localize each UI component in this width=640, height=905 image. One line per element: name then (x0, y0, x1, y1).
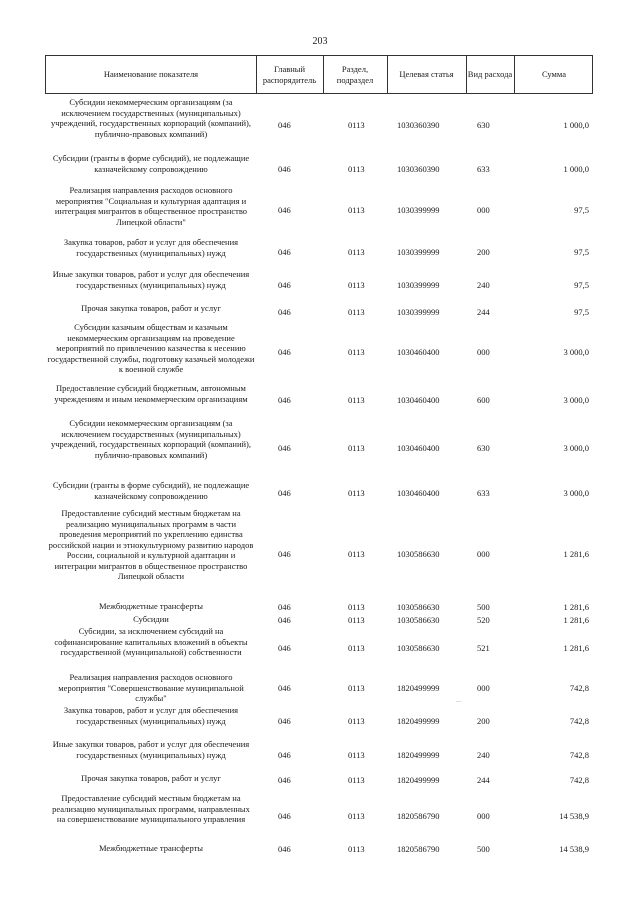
row-expense-type: 000 (477, 682, 490, 693)
row-section: 0113 (348, 601, 365, 612)
row-section: 0113 (348, 163, 365, 174)
row-name: Предоставление субсидий бюджетным, автономным учреждениям и иным некоммерческим организациям (54, 383, 248, 404)
header-type: Вид расхода (467, 69, 513, 80)
row-expense-type: 500 (477, 843, 490, 854)
row-target: 1030360390 (397, 119, 440, 130)
row-manager: 046 (278, 204, 291, 215)
table-row (45, 480, 593, 506)
page-number: 203 (312, 36, 328, 47)
row-manager: 046 (278, 601, 291, 612)
row-name: Иные закупки товаров, работ и услуг для обеспечения государственных (муниципальных) нужд (52, 739, 250, 760)
row-sum: 97,5 (574, 247, 589, 257)
row-manager: 046 (278, 346, 291, 357)
row-sum: 3 000,0 (563, 394, 589, 405)
table-row (45, 614, 593, 625)
row-manager: 046 (278, 442, 291, 453)
row-expense-type: 600 (477, 394, 490, 405)
row-name: Межбюджетные трансферты (98, 843, 204, 853)
row-section: 0113 (348, 642, 365, 653)
table-row (45, 237, 593, 267)
table-row (45, 383, 593, 416)
row-target: 1030399999 (397, 247, 440, 257)
header-manager: Главный распорядитель (262, 63, 317, 85)
row-expense-type: 633 (477, 488, 490, 498)
row-sum: 14 538,9 (559, 843, 589, 854)
row-target: 1820499999 (397, 750, 440, 760)
row-name: Субсидии (гранты в форме субсидий), не подлежащие казначейскому сопровождению (52, 153, 250, 174)
row-manager: 046 (278, 394, 291, 405)
row-name: Предоставление субсидий местным бюджетам на реализацию муниципальных программ в части проведения мероприятий по укреплению единства российской нации и этнокультурному развитию народов России, социальной и культурной адаптации и интеграции мигрантов в общественное пространство Липецкой области (48, 508, 254, 581)
row-expense-type: 244 (477, 306, 490, 317)
row-section: 0113 (348, 811, 365, 821)
row-expense-type: 240 (477, 280, 490, 290)
row-section: 0113 (348, 750, 365, 760)
row-expense-type: 000 (477, 204, 490, 215)
row-sum: 742,8 (569, 716, 589, 726)
table-row (45, 739, 593, 771)
row-manager: 046 (278, 306, 291, 317)
row-section: 0113 (348, 204, 365, 215)
row-sum: 1 281,6 (563, 548, 589, 559)
row-target: 1030399999 (397, 204, 440, 215)
row-sum: 3 000,0 (563, 442, 589, 453)
table-row (45, 185, 593, 234)
row-name: Субсидии казачьим обществам и казачьим некоммерческим организациям на проведение мероприятий по привлечению казачества к несению государственной службы, подготовку казачьей молодежи к военной службе (47, 322, 255, 374)
row-sum: 1 281,6 (563, 601, 589, 612)
table-row (45, 843, 593, 854)
row-section: 0113 (348, 247, 365, 257)
table-row (45, 418, 593, 477)
row-manager: 046 (278, 163, 291, 174)
row-name: Субсидии, за исключением субсидий на софинансирование капитальных вложений в объекты государственной (муниципальной) собственности (54, 626, 248, 657)
row-manager: 046 (278, 642, 291, 653)
row-section: 0113 (348, 682, 365, 693)
row-manager: 046 (278, 280, 291, 290)
row-section: 0113 (348, 774, 365, 785)
table-row (45, 626, 593, 669)
row-section: 0113 (348, 306, 365, 317)
row-sum: 3 000,0 (563, 488, 589, 498)
row-name: Прочая закупка товаров, работ и услуг (81, 303, 221, 313)
row-manager: 046 (278, 750, 291, 760)
row-name: Субсидии некоммерческим организациям (за исключением государственных (муниципальных) учреждений, государственных корпораций (компаний), публично-правовых компаний) (51, 97, 251, 139)
row-target: 1030460400 (397, 442, 440, 453)
row-target: 1030586630 (397, 614, 440, 625)
row-name: Прочая закупка товаров, работ и услуг (81, 773, 221, 783)
row-manager: 046 (278, 843, 291, 854)
row-section: 0113 (348, 119, 365, 130)
header-name: Наименование показателя (103, 69, 199, 80)
row-section: 0113 (348, 614, 365, 625)
table-row (45, 153, 593, 184)
row-manager: 046 (278, 716, 291, 726)
row-target: 1030586630 (397, 601, 440, 612)
row-manager: 046 (278, 247, 291, 257)
row-section: 0113 (348, 548, 365, 559)
row-target: 1820499999 (397, 716, 440, 726)
row-name: Предоставление субсидий местным бюджетам на реализацию муниципальных программ, направленных на совершенствование муниципального управления (52, 793, 250, 824)
row-sum: 1 281,6 (563, 642, 589, 653)
table-row (45, 322, 593, 381)
row-target: 1030460400 (397, 394, 440, 405)
table-row (45, 705, 593, 737)
row-expense-type: 000 (477, 346, 490, 357)
row-sum: 1 000,0 (563, 119, 589, 130)
row-target: 1820499999 (397, 774, 440, 785)
row-name: Субсидии некоммерческим организациям (за исключением государственных (муниципальных) учреждений, государственных корпораций (компаний), публично-правовых компаний) (51, 418, 251, 460)
row-section: 0113 (348, 488, 365, 498)
row-name: Закупка товаров, работ и услуг для обеспечения государственных (муниципальных) нужд (63, 237, 239, 258)
row-sum: 1 000,0 (563, 163, 589, 174)
row-target: 1030460400 (397, 346, 440, 357)
row-expense-type: 200 (477, 716, 490, 726)
row-target: 1030360390 (397, 163, 440, 174)
table-header (45, 55, 593, 94)
row-sum: 97,5 (574, 204, 589, 215)
row-expense-type: 244 (477, 774, 490, 785)
row-sum: 14 538,9 (559, 811, 589, 821)
row-expense-type: 000 (477, 548, 490, 559)
row-expense-type: 240 (477, 750, 490, 760)
row-expense-type: 520 (477, 614, 490, 625)
row-expense-type: 500 (477, 601, 490, 612)
row-manager: 046 (278, 119, 291, 130)
row-sum: 97,5 (574, 280, 589, 290)
row-target: 1030460400 (397, 488, 440, 498)
table-row (45, 773, 593, 786)
row-sum: 742,8 (569, 750, 589, 760)
row-manager: 046 (278, 811, 291, 821)
table-row (45, 508, 593, 599)
row-target: 1030399999 (397, 306, 440, 317)
row-name: Реализация направления расходов основного мероприятия "Совершенствование муниципальной службы" (58, 672, 244, 703)
row-name: Субсидии (гранты в форме субсидий), не подлежащие казначейскому сопровождению (52, 480, 250, 501)
row-expense-type: 000 (477, 811, 490, 821)
row-manager: 046 (278, 614, 291, 625)
row-expense-type: 521 (477, 642, 490, 653)
table-row (45, 269, 593, 301)
row-expense-type: 630 (477, 119, 490, 130)
row-target: 1820586790 (397, 843, 440, 854)
row-section: 0113 (348, 280, 365, 290)
row-manager: 046 (278, 488, 291, 498)
header-sum: Сумма (541, 69, 567, 80)
row-sum: 742,8 (569, 682, 589, 693)
row-sum: 1 281,6 (563, 614, 589, 625)
table-row (45, 672, 593, 703)
row-target: 1030399999 (397, 280, 440, 290)
row-sum: 742,8 (569, 774, 589, 785)
table-row (45, 303, 593, 320)
row-section: 0113 (348, 442, 365, 453)
row-sum: 97,5 (574, 306, 589, 317)
row-name: Закупка товаров, работ и услуг для обеспечения государственных (муниципальных) нужд (63, 705, 239, 726)
header-target: Целевая статья (399, 69, 454, 80)
table-row (45, 793, 593, 839)
row-manager: 046 (278, 682, 291, 693)
row-section: 0113 (348, 394, 365, 405)
row-name: Реализация направления расходов основного мероприятия "Социальная и культурная адаптация и интеграция мигрантов в общественное пространство Липецкой области" (54, 185, 248, 227)
row-name: Межбюджетные трансферты (98, 601, 204, 611)
row-manager: 046 (278, 774, 291, 785)
row-name: Субсидии (133, 614, 169, 624)
table-row (45, 97, 593, 152)
row-target: 1820586790 (397, 811, 440, 821)
row-sum: 3 000,0 (563, 346, 589, 357)
header-section: Раздел, подраздел (336, 63, 374, 85)
row-section: 0113 (348, 346, 365, 357)
row-name: Иные закупки товаров, работ и услуг для обеспечения государственных (муниципальных) нужд (52, 269, 250, 290)
scan-artifact: ~~ (456, 700, 462, 705)
row-manager: 046 (278, 548, 291, 559)
row-expense-type: 200 (477, 247, 490, 257)
row-target: 1030586630 (397, 548, 440, 559)
row-target: 1030586630 (397, 642, 440, 653)
row-section: 0113 (348, 843, 365, 854)
row-expense-type: 630 (477, 442, 490, 453)
table-row (45, 601, 593, 612)
row-target: 1820499999 (397, 682, 440, 693)
row-section: 0113 (348, 716, 365, 726)
row-expense-type: 633 (477, 163, 490, 174)
